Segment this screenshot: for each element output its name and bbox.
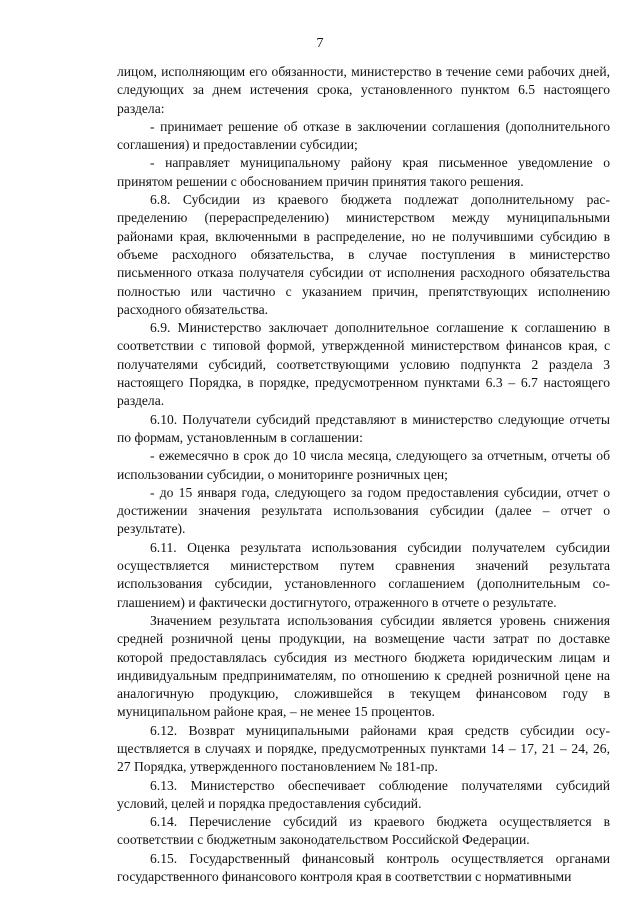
paragraph-6-10: 6.10. Получатели субсидий представляют в министерство следующие отчеты по формам, установленным в соглашении: [117,411,610,445]
paragraph-continuation: лицом, исполняющим его обязанности, министерство в течение семи рабочих дней, следующих за днем истечения срока, установленного пунктом 6.5 настоящего раздела: [117,64,610,116]
paragraph-6-15: 6.15. Государственный финансовый контроль осуществляется органами государственного финансового контроля края в соответствии с нормативными [117,850,610,885]
paragraph-notification: - направляет муниципальному району края письменное уведомление о принятом решении с обоснованием причин принятия такого решения. [117,155,610,189]
paragraph-monthly-reports: - ежемесячно в срок до 10 числа месяца, следующего за отчетным, отчеты об использовании субсидии, о мониторинге розничных цен; [117,448,610,482]
paragraph-6-11: 6.11. Оценка результата использования субсидии получателем субсидии осуществляется министерством путем сравнения значений результата использования субсидии, установленного соглашением (дополнительным соглашением) и фактически достигнутого, отраженного в отчете о результате. [117,539,610,610]
paragraph-6-13: 6.13. Министерство обеспечивает соблюдение получателями субсидий условий, целей и порядка предоставления субсидий. [117,777,610,811]
document-body [117,63,610,886]
paragraph-annual-report: - до 15 января года, следующего за годом предоставления субсидии, отчет о достижении значения результата использования субсидии (далее – отчет о результате). [117,484,610,537]
paragraph-6-14: 6.14. Перечисление субсидий из краевого бюджета осуществляется в соответствии с бюджетным законодательством Российской Федерации. [117,814,610,848]
paragraph-refusal-decision: - принимает решение об отказе в заключении соглашения (дополнительного соглашения) и предоставлении субсидии; [117,118,610,153]
paragraph-6-9: 6.9. Министерство заключает дополнительное соглашение к соглашению в соответствии с типовой формой, утвержденной министерством финансов края, с получателями субсидий, соответствующими условию подпункта 2 раздела 3 настоящего Порядка, в порядке, предусмотренном пунктами 6.3 – 6.7 настоящего раздела. [117,320,610,409]
page-number: 7 [316,36,324,51]
paragraph-result-value: Значением результата использования субсидии является уровень снижения средней розничной цены продукции, на возмещение части затрат по доставке которой предоставлялась субсидия из местного бюджета юридическим лицам и индивидуальным предпринимателям, по отношению к средней розничной цене на аналогичную продукцию, сложившейся в текущем финансовом году в муниципальном районе края, – не менее 15 процентов. [117,612,610,720]
paragraph-6-8: 6.8. Субсидии из краевого бюджета подлежат дополнительному распределению (перераспределению) министерством между муниципальными районами края, включенными в распределение, но не получившими субсидию в объеме расходного обязательства, в случае поступления в министерство письменного отказа получателя субсидии от исполнения расходного обязательства полностью или частично с указанием причин, препятствующих исполнению расходного обязательства. [117,192,610,317]
paragraph-6-12: 6.12. Возврат муниципальными районами края средств субсидии осуществляется в случаях и порядке, предусмотренных пунктами 14 – 17, 21 – 24, 26, 27 Порядка, утвержденного постановлением № 181-пр. [117,722,610,775]
